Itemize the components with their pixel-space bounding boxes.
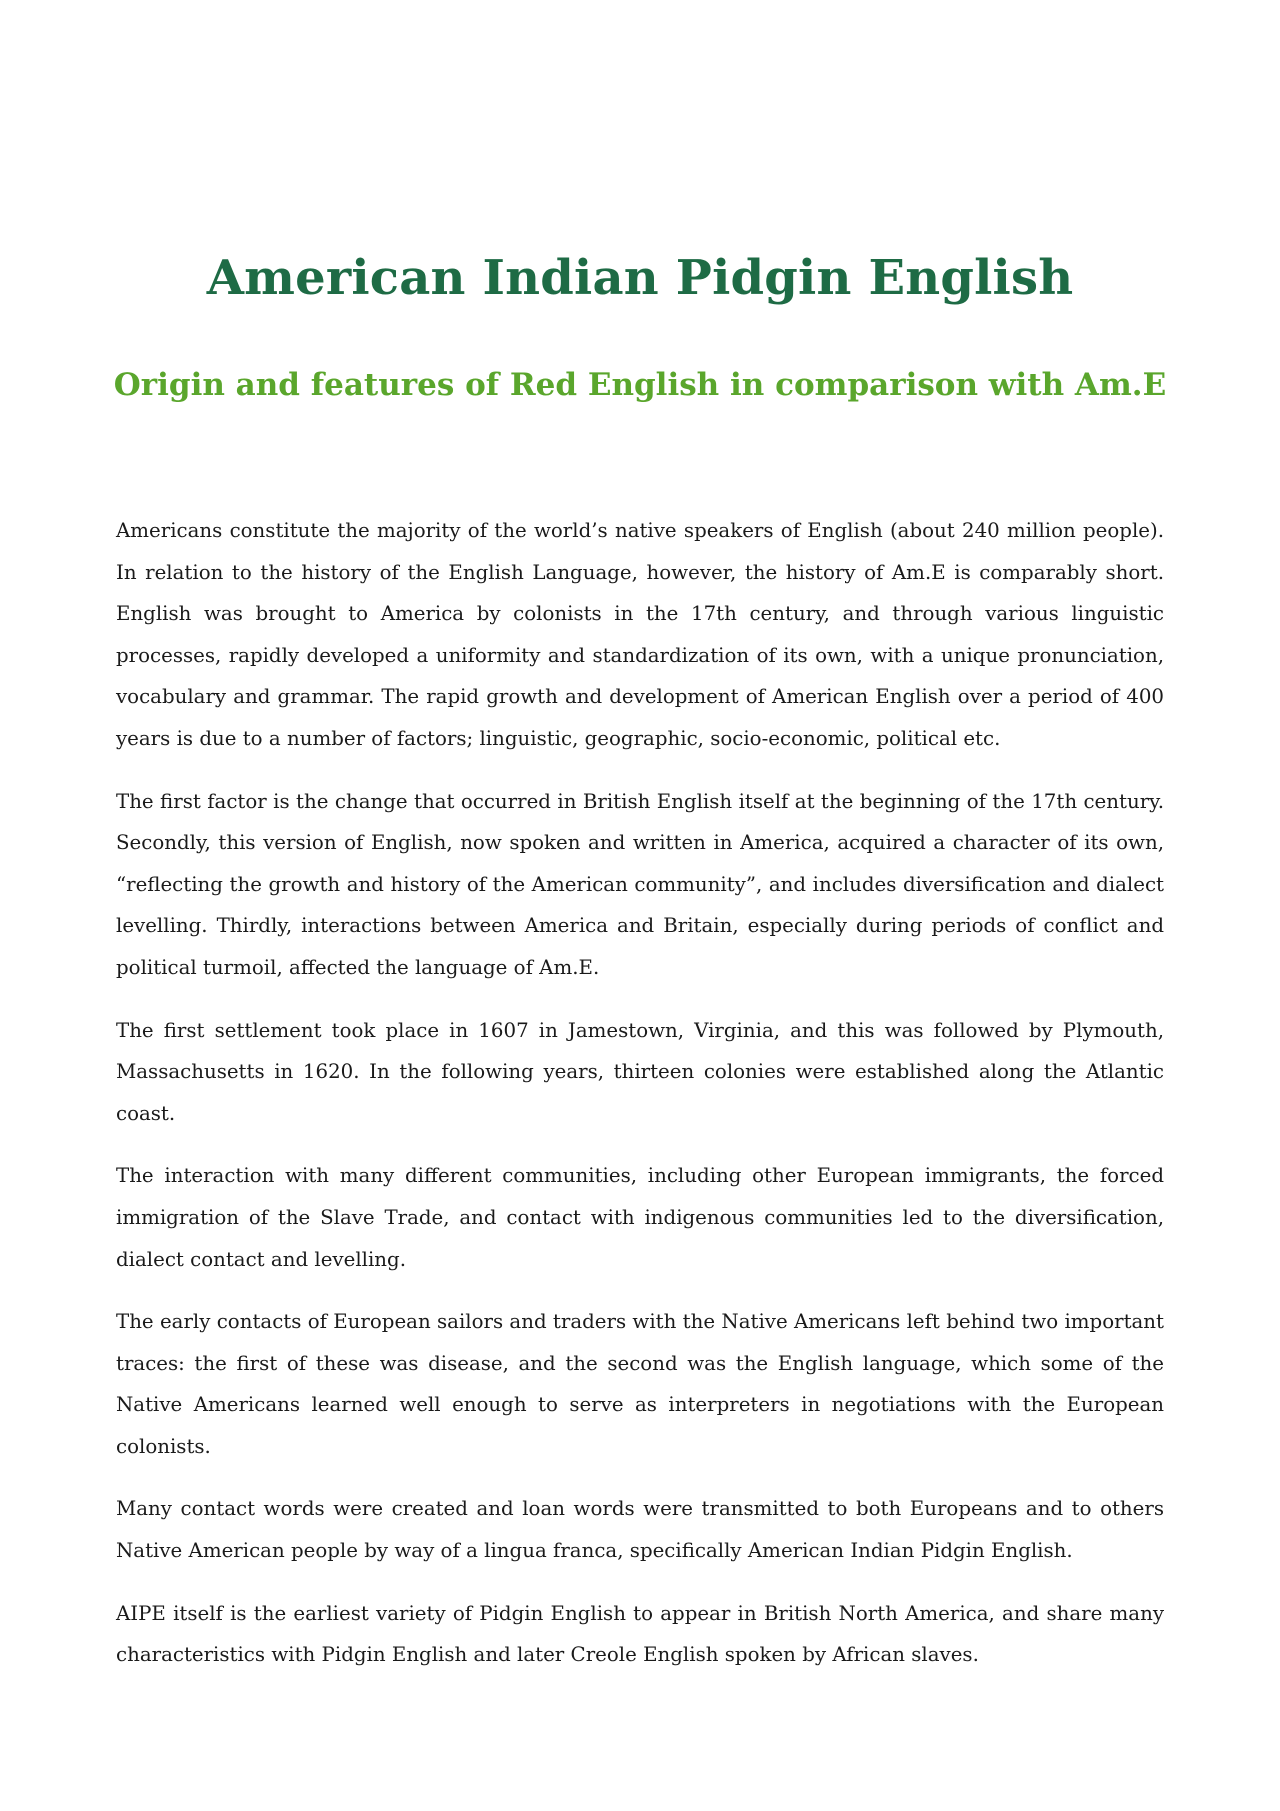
- paragraph: The early contacts of European sailors and traders with the Native Americans left behind two important traces: the first of these was disease, and the second was the English language, which some of the Native Americans learned well enough to serve as interpreters in negotiations with the European colonists.: [116, 1310, 1164, 1458]
- document-title: American Indian Pidgin English: [206, 250, 1074, 306]
- paragraph: The first factor is the change that occurred in British English itself at the beginning of the 17th century. Secondly, this version of English, now spoken and written in America, acquired a character of its own, “reflecting the growth and history of the American community”, and includes diversification and dialect levelling. Thirdly, interactions between America and Britain, especially during periods of conflict and political turmoil, affected the language of Am.E.: [116, 789, 1164, 979]
- paragraph: Americans constitute the majority of the world’s native speakers of English (about 240 million people). In relation to the history of the English Language, however, the history of Am.E is comparably short. English was brought to America by colonists in the 17th century, and through various linguistic processes, rapidly developed a uniformity and standardization of its own, with a unique pronunciation, vocabulary and grammar. The rapid growth and development of American English over a period of 400 years is due to a number of factors; linguistic, geographic, socio-economic, political etc.: [116, 519, 1164, 750]
- paragraph: Many contact words were created and loan words were transmitted to both Europeans and to others Native American people by way of a lingua franca, specifically American Indian Pidgin English.: [116, 1497, 1164, 1563]
- paragraph: The interaction with many different communities, including other European immigrants, the forced immigration of the Slave Trade, and contact with indigenous communities led to the diversification, dialect contact and levelling.: [116, 1164, 1164, 1271]
- paragraph: AIPE itself is the earliest variety of Pidgin English to appear in British North America, and share many characteristics with Pidgin English and later Creole English spoken by African slaves.: [116, 1601, 1164, 1667]
- document-subtitle: Origin and features of Red English in comparison with Am.E: [113, 367, 1167, 403]
- document-body: [116, 510, 1164, 1697]
- paragraph: The first settlement took place in 1607 in Jamestown, Virginia, and this was followed by Plymouth, Massachusetts in 1620. In the following years, thirteen colonies were established along the Atlantic coast.: [116, 1018, 1164, 1125]
